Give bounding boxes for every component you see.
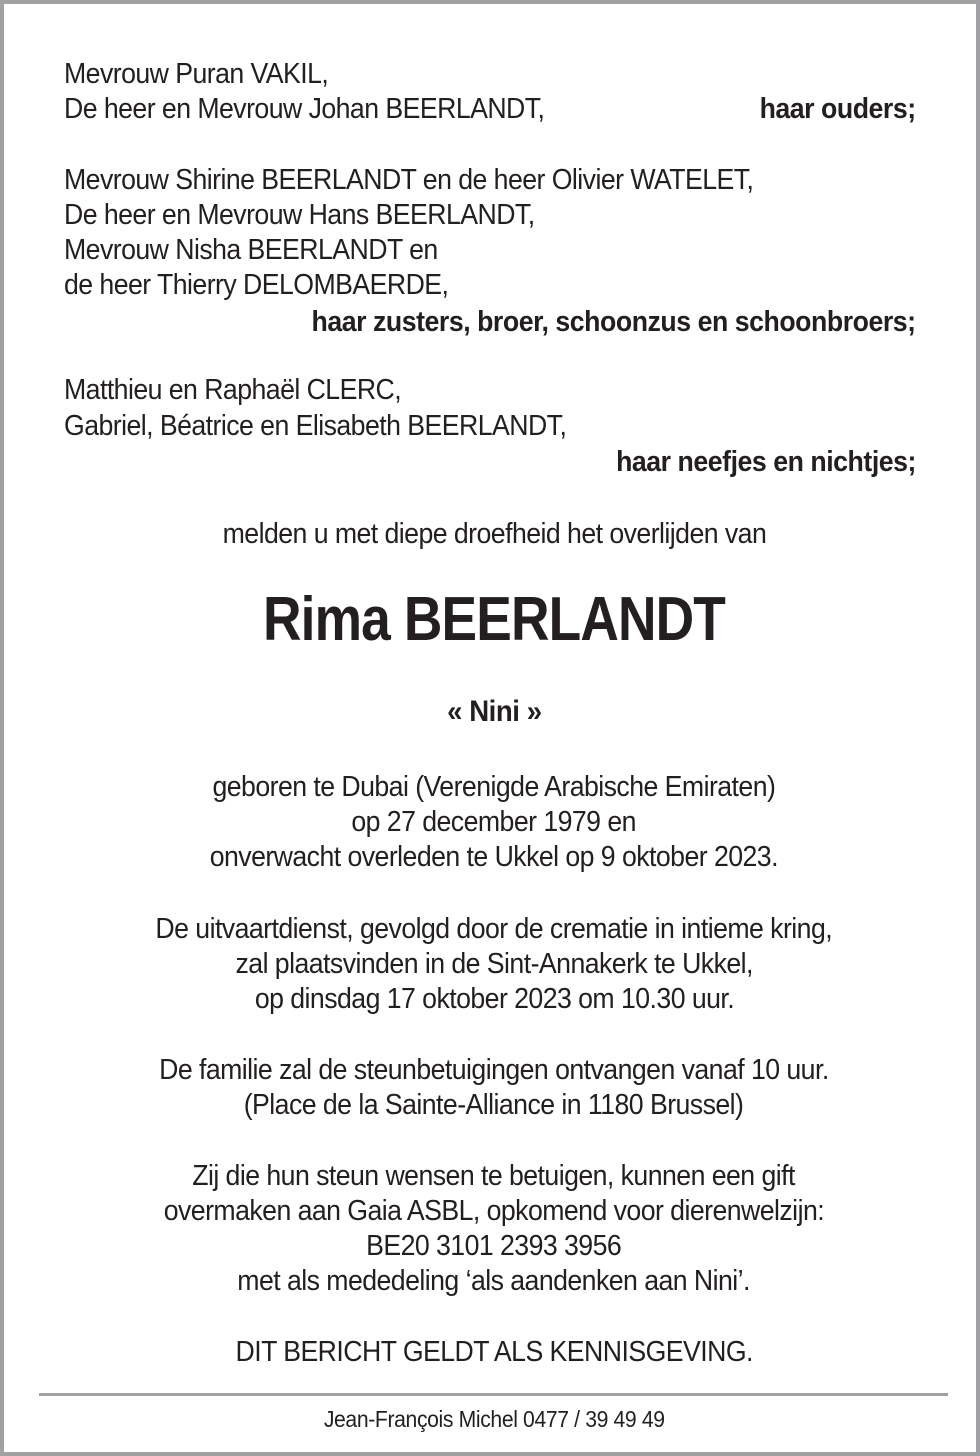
funeral-line: zal plaatsvinden in de Sint-Annakerk te Ukkel, [235, 948, 753, 980]
funeral-director-footer: Jean-François Michel 0477 / 39 49 49 [323, 1406, 665, 1432]
siblings-line: Mevrouw Nisha BEERLANDT en [64, 234, 438, 266]
birth-death-line: op 27 december 1979 en [351, 806, 637, 838]
announcement-text: melden u met diepe droefheid het overlijden van [222, 518, 766, 550]
donation-line: overmaken aan Gaia ASBL, opkomend voor dierenwelzijn: [163, 1195, 825, 1227]
donation-iban: BE20 3101 2393 3956 [366, 1230, 622, 1262]
parents-relation: haar ouders; [759, 93, 916, 125]
siblings-line: de heer Thierry DELOMBAERDE, [64, 269, 449, 301]
deceased-nickname: « Nini » [446, 695, 542, 728]
deceased-name: Rima BEERLANDT [263, 585, 725, 654]
donation-line: Zij die hun steun wensen te betuigen, kunnen een gift [192, 1160, 796, 1192]
condolences-line: (Place de la Sainte-Alliance in 1180 Brussel) [244, 1089, 744, 1121]
nephews-relation: haar neefjes en nichtjes; [616, 446, 916, 478]
funeral-line: De uitvaartdienst, gevolgd door de crematie in intieme kring, [155, 913, 833, 945]
condolences-line: De familie zal de steunbetuigingen ontvangen vanaf 10 uur. [159, 1054, 829, 1086]
footer-divider [39, 1393, 948, 1396]
notice-text: DIT BERICHT GELDT ALS KENNISGEVING. [235, 1336, 753, 1368]
nephews-line: Matthieu en Raphaël CLERC, [64, 374, 402, 406]
siblings-line: De heer en Mevrouw Hans BEERLANDT, [64, 199, 535, 231]
siblings-relation: haar zusters, broer, schoonzus en schoonbroers; [311, 306, 916, 338]
parents-line: De heer en Mevrouw Johan BEERLANDT, [64, 93, 545, 125]
funeral-line: op dinsdag 17 oktober 2023 om 10.30 uur. [254, 983, 734, 1015]
nephews-line: Gabriel, Béatrice en Elisabeth BEERLANDT, [64, 410, 567, 442]
birth-death-line: geboren te Dubai (Verenigde Arabische Emiraten) [212, 771, 776, 803]
siblings-line: Mevrouw Shirine BEERLANDT en de heer Olivier WATELET, [64, 164, 754, 196]
birth-death-line: onverwacht overleden te Ukkel op 9 oktober 2023. [209, 841, 779, 873]
donation-line: met als mededeling ‘als aandenken aan Nini’. [237, 1265, 751, 1297]
parents-line: Mevrouw Puran VAKIL, [64, 58, 329, 90]
